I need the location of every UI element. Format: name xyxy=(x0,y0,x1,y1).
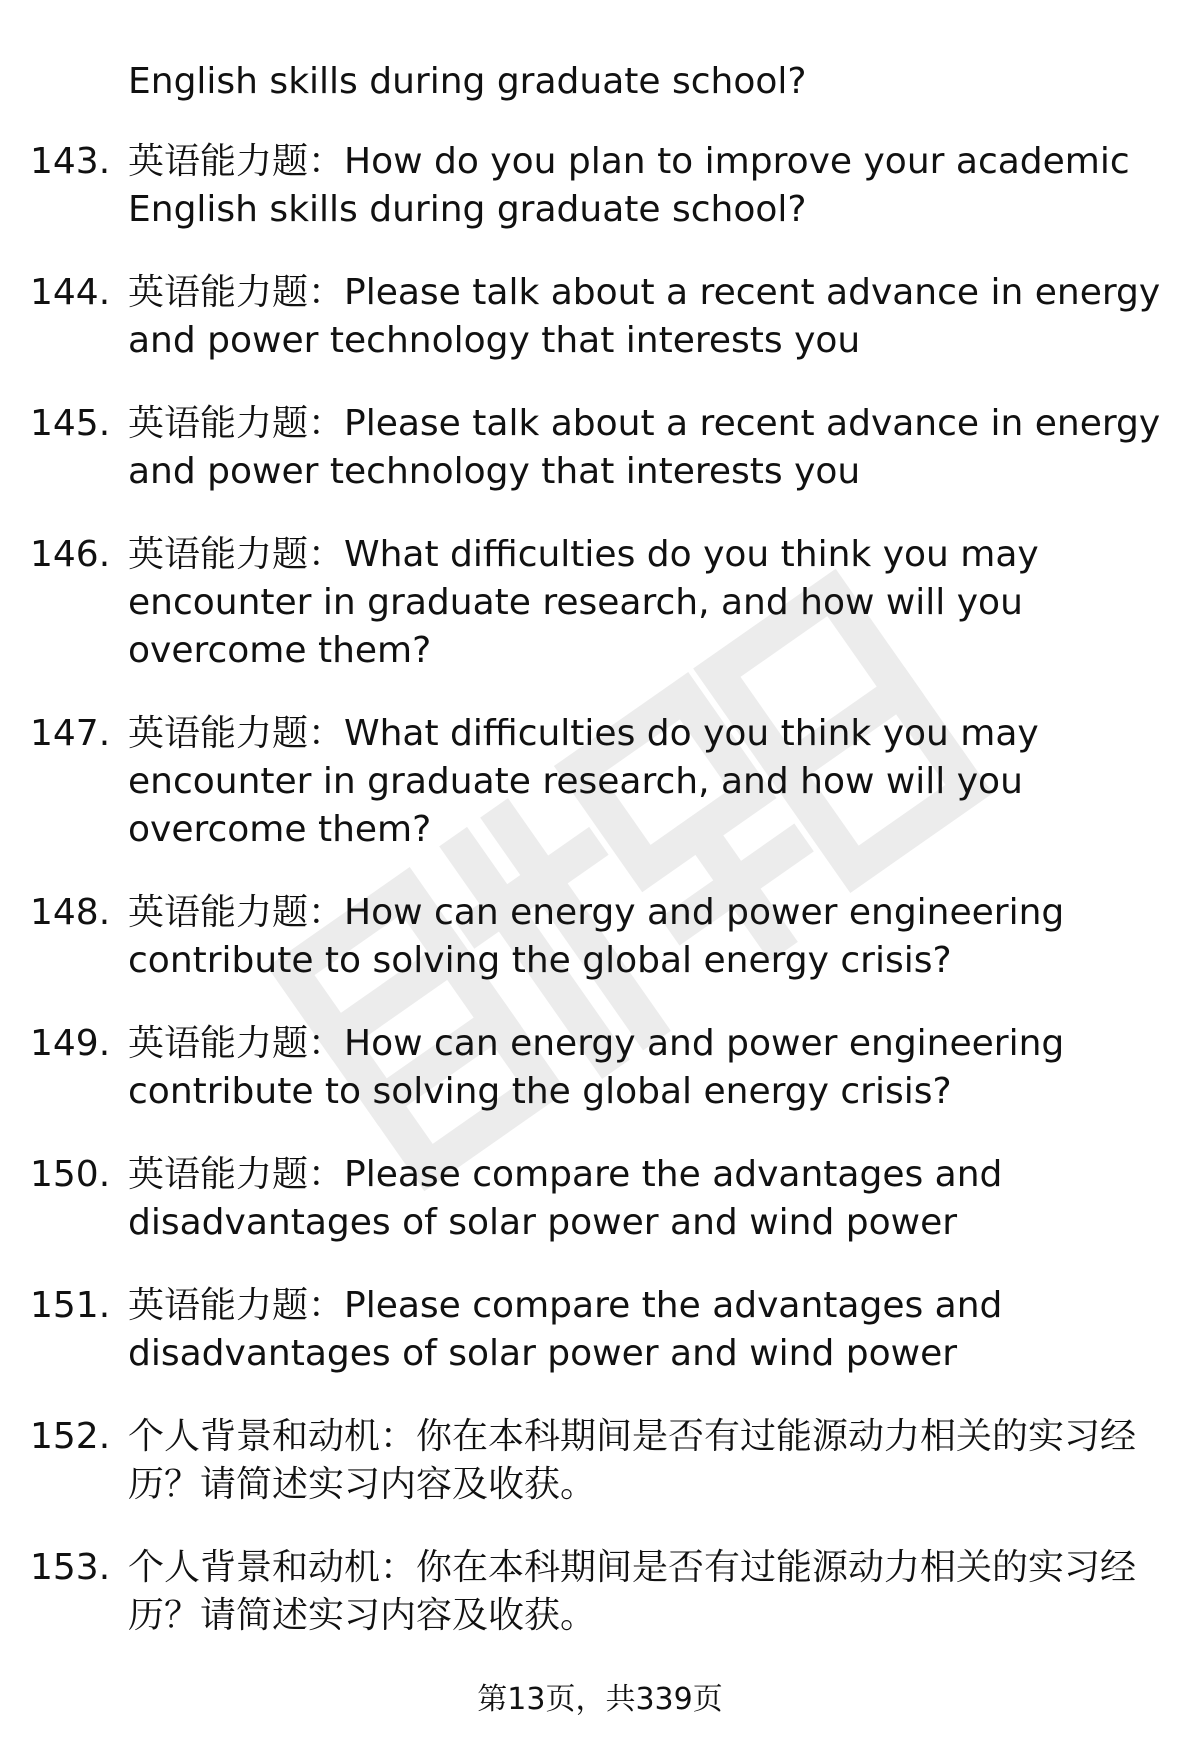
question-item xyxy=(0,1282,1200,1378)
question-number: 152. xyxy=(30,1416,111,1457)
question-text-line: disadvantages of solar power and wind power xyxy=(128,1202,958,1243)
question-text-line: encounter in graduate research, and how will you xyxy=(128,761,1023,802)
question-number: 153. xyxy=(30,1547,111,1588)
question-text-line: disadvantages of solar power and wind power xyxy=(128,1333,958,1374)
question-text-line: encounter in graduate research, and how will you xyxy=(128,582,1023,623)
question-text-line: 英语能力题：What difficulties do you think you may xyxy=(128,713,1039,754)
question-text-line: 英语能力题：Please talk about a recent advance in energy xyxy=(128,272,1161,313)
question-item xyxy=(0,889,1200,985)
question-text xyxy=(128,1020,1148,1116)
question-text-line: 英语能力题：How do you plan to improve your academic xyxy=(128,141,1130,182)
question-text xyxy=(128,1151,1148,1247)
question-number: 147. xyxy=(30,713,111,754)
question-text-line: 英语能力题：Please talk about a recent advance in energy xyxy=(128,403,1161,444)
question-number: 150. xyxy=(30,1154,111,1195)
question-text-line: and power technology that interests you xyxy=(128,451,861,492)
question-text-line: 个人背景和动机：你在本科期间是否有过能源动力相关的实习经 xyxy=(128,1547,1137,1588)
question-text-line: 英语能力题：How can energy and power engineering xyxy=(128,892,1065,933)
question-text-line: English skills during graduate school? xyxy=(128,189,807,230)
question-text xyxy=(128,889,1148,985)
question-item xyxy=(0,400,1200,496)
question-text-line: 英语能力题：What difficulties do you think you may xyxy=(128,534,1039,575)
question-item xyxy=(0,1413,1200,1509)
question-item xyxy=(0,138,1200,234)
question-text-line: 历？请简述实习内容及收获。 xyxy=(128,1595,597,1636)
question-text xyxy=(128,269,1161,365)
question-text-line: 个人背景和动机：你在本科期间是否有过能源动力相关的实习经 xyxy=(128,1416,1137,1457)
question-text xyxy=(128,1544,1148,1640)
question-text xyxy=(128,1282,1148,1378)
question-item xyxy=(0,1020,1200,1116)
question-number: 148. xyxy=(30,892,111,933)
question-number: 149. xyxy=(30,1023,111,1064)
question-text xyxy=(128,400,1161,496)
question-text xyxy=(128,138,1148,234)
question-text-line: 历？请简述实习内容及收获。 xyxy=(128,1464,597,1505)
page-number-footer: 第13页，共339页 xyxy=(477,1682,723,1717)
question-text-line: and power technology that interests you xyxy=(128,320,861,361)
question-number: 146. xyxy=(30,534,111,575)
question-list xyxy=(0,138,1200,1675)
question-text-line: 英语能力题：Please compare the advantages and xyxy=(128,1285,1003,1326)
question-text xyxy=(128,1413,1148,1509)
question-number: 144. xyxy=(30,272,111,313)
question-text xyxy=(128,531,1148,675)
question-text-line: 英语能力题：How can energy and power engineering xyxy=(128,1023,1065,1064)
question-text xyxy=(128,710,1148,854)
question-text-line: overcome them? xyxy=(128,630,432,671)
question-item xyxy=(0,1544,1200,1640)
question-text-line: 英语能力题：Please compare the advantages and xyxy=(128,1154,1003,1195)
question-item xyxy=(0,1151,1200,1247)
question-text-line: contribute to solving the global energy crisis? xyxy=(128,1071,952,1112)
question-item xyxy=(0,269,1200,365)
question-text-line: contribute to solving the global energy crisis? xyxy=(128,940,952,981)
question-number: 145. xyxy=(30,403,111,444)
question-item xyxy=(0,710,1200,854)
question-number: 151. xyxy=(30,1285,111,1326)
question-number: 143. xyxy=(30,141,111,182)
question-item xyxy=(0,531,1200,675)
continued-question-text: English skills during graduate school? xyxy=(128,61,807,102)
question-text-line: overcome them? xyxy=(128,809,432,850)
